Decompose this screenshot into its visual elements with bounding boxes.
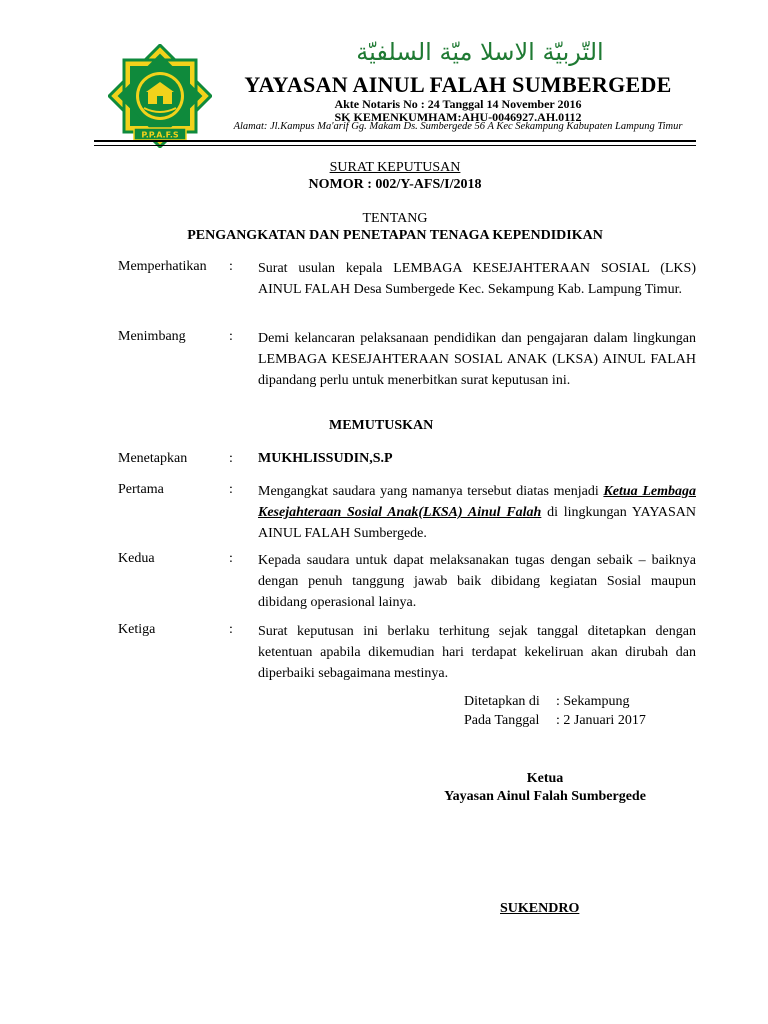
foundation-logo: [108, 44, 212, 148]
menimbang-label: Menimbang: [118, 329, 186, 344]
pertama-text-after: di lingkungan YAYASAN AINUL FALAH Sumbergede.: [258, 505, 696, 541]
menimbang-text: Demi kelancaran pelaksanaan pendidikan dan pengajaran dalam lingkungan LEMBAGA KESEJAHTERAAN SOSIAL ANAK (LKSA) AINUL FALAH dipandang perlu untuk menerbitkan surat keputusan ini.: [258, 331, 696, 388]
memperhatikan-text: Surat usulan kepala LEMBAGA KESEJAHTERAAN SOSIAL (LKS) AINUL FALAH Desa Sumbergede Kec. Sekampung Kab. Lampung Timur.: [258, 261, 696, 297]
header-rule-thick: [94, 140, 696, 142]
signatory-role: Ketua: [526, 771, 564, 786]
memperhatikan-label: Memperhatikan: [118, 259, 207, 274]
address: Alamat: Jl.Kampus Ma'arif Gg. Makam Ds. Sumbergede 56 A Kec Sekampung Kabupaten Lampung Timur: [233, 121, 683, 132]
appointee-name: MUKHLISSUDIN,S.P: [258, 451, 393, 466]
kedua-text: Kepada saudara untuk dapat melaksanakan tugas dengan sebaik – baiknya dengan penuh tanggung jawab baik dibidang kegiatan Sosial maupun dibidang operasional lainya.: [258, 553, 696, 610]
sk-kemenkumham: SK KEMENKUMHAM:AHU-0046927.AH.0112: [334, 110, 582, 124]
header-rule-thin: [94, 145, 696, 146]
ketiga-colon: :: [229, 622, 233, 637]
pertama-text-before: Mengangkat saudara yang namanya tersebut diatas menjadi: [258, 484, 604, 499]
ketiga-label: Ketiga: [118, 622, 156, 637]
arabic-title: التّربيّة الاسلا ميّة السلفيّة: [356, 38, 604, 66]
ketiga-text: Surat keputusan ini berlaku terhitung sejak tanggal ditetapkan dengan ketentuan apabila dikemudian hari terdapat kekeliruan akan dirubah dan diperbaiki sebagaimana mestinya.: [258, 624, 696, 681]
ditetapkan-value: : Sekampung: [556, 694, 630, 709]
doc-subject: PENGANGKATAN DAN PENETAPAN TENAGA KEPENDIDIKAN: [187, 228, 603, 243]
akte-notaris: Akte Notaris No : 24 Tanggal 14 November 2016: [334, 97, 582, 111]
appointed-position: Ketua Lembaga Kesejahteraan Sosial Anak(LKSA) Ainul Falah: [258, 484, 696, 520]
signatory-org: Yayasan Ainul Falah Sumbergede: [444, 789, 646, 804]
org-name: YAYASAN AINUL FALAH SUMBERGEDE: [244, 72, 672, 97]
logo-text: P.P.A.F.S: [141, 130, 179, 140]
menetapkan-label: Menetapkan: [118, 451, 188, 466]
signatory-name: SUKENDRO: [500, 901, 580, 916]
pertama-label: Pertama: [118, 482, 164, 497]
doc-type: SURAT KEPUTUSAN: [329, 160, 461, 175]
memutuskan-heading: MEMUTUSKAN: [329, 418, 434, 433]
pertama-text: [258, 481, 696, 544]
kedua-label: Kedua: [118, 551, 155, 566]
tanggal-value: : 2 Januari 2017: [556, 713, 646, 728]
menetapkan-colon: :: [229, 451, 233, 466]
kedua-colon: :: [229, 551, 233, 566]
pertama-colon: :: [229, 482, 233, 497]
menimbang-colon: :: [229, 329, 233, 344]
doc-number: NOMOR : 002/Y-AFS/I/2018: [308, 177, 482, 192]
tanggal-label: Pada Tanggal: [464, 713, 540, 728]
memperhatikan-colon: :: [229, 259, 233, 274]
tentang-heading: TENTANG: [362, 211, 428, 226]
ditetapkan-label: Ditetapkan di: [464, 694, 540, 709]
